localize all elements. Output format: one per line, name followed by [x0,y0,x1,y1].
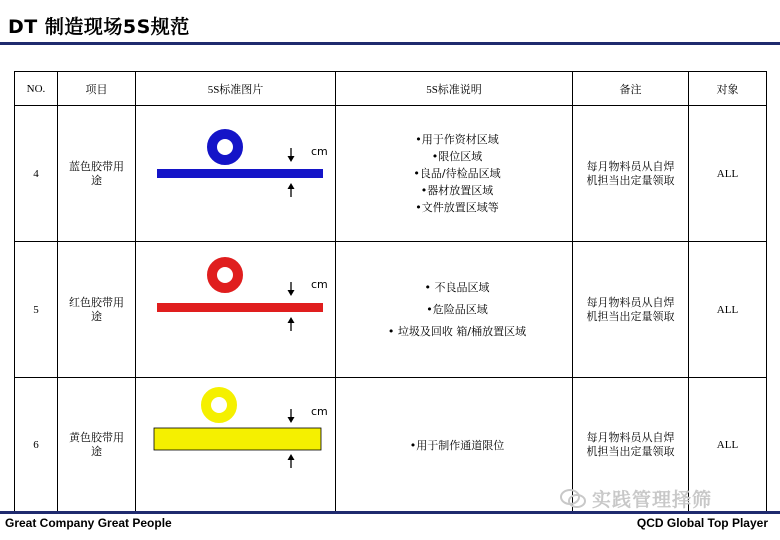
table-header-row [15,72,767,106]
tape-strip [157,303,323,312]
row-remark: 每月物料员从自焊 机担当出定量领取 [573,242,689,378]
row-picture [136,106,336,242]
table-row [15,242,767,378]
row-remark: 每月物料员从自焊 机担当出定量领取 [573,106,689,242]
header-no: NO. [15,72,58,106]
tape-strip [157,169,323,178]
row-target: ALL [689,378,767,513]
arrow-down-head-icon [288,156,295,162]
arrow-down-head-icon [288,290,295,296]
header-description: 5S标准说明 [336,72,573,106]
row-description: •用于制作通道限位 [336,378,573,513]
arrow-up-head-icon [288,317,295,323]
tape-roll-icon [212,262,238,288]
row-description: • 不良品区域 •危险品区域 • 垃圾及回收 箱/桶放置区域 [336,242,573,378]
unit-label: cm [311,278,328,291]
row-picture [136,378,336,513]
row-item: 黄色胶带用 途 [58,378,136,513]
tape-illustration [136,106,336,241]
arrow-up-head-icon [288,454,295,460]
footer-slogan-right: QCD Global Top Player [636,516,768,530]
row-item: 红色胶带用 途 [58,242,136,378]
row-no: 6 [15,378,58,513]
tape-roll-icon [206,392,232,418]
chat-bubble-icon [560,489,586,509]
header-picture: 5S标准图片 [136,72,336,106]
footer-divider [0,511,780,514]
unit-label: cm [311,405,328,418]
header-item: 项目 [58,72,136,106]
row-target: ALL [689,242,767,378]
arrow-down-head-icon [288,417,295,423]
standards-table [14,71,767,513]
row-no: 4 [15,106,58,242]
tape-roll-icon [212,134,238,160]
table-row [15,106,767,242]
row-target: ALL [689,106,767,242]
row-item: 蓝色胶带用 途 [58,106,136,242]
header-remark: 备注 [573,72,689,106]
title-divider [0,42,780,45]
row-picture [136,242,336,378]
row-no: 5 [15,242,58,378]
arrow-up-head-icon [288,183,295,189]
tape-illustration [136,378,336,512]
footer-slogan-left: Great Company Great People [5,516,172,530]
watermark-text: 实践管理择筛 [592,489,713,511]
page-title: DT 制造现场5S规范 [8,16,190,38]
row-description: •用于作资材区域 •限位区域 •良品/待检品区域 •器材放置区域 •文件放置区域等 [336,106,573,242]
tape-illustration [136,242,336,377]
unit-label: cm [311,145,328,158]
tape-strip [154,428,321,450]
header-target: 对象 [689,72,767,106]
watermark [560,485,712,512]
row-remark: 每月物料员从自焊 机担当出定量领取 [573,378,689,513]
